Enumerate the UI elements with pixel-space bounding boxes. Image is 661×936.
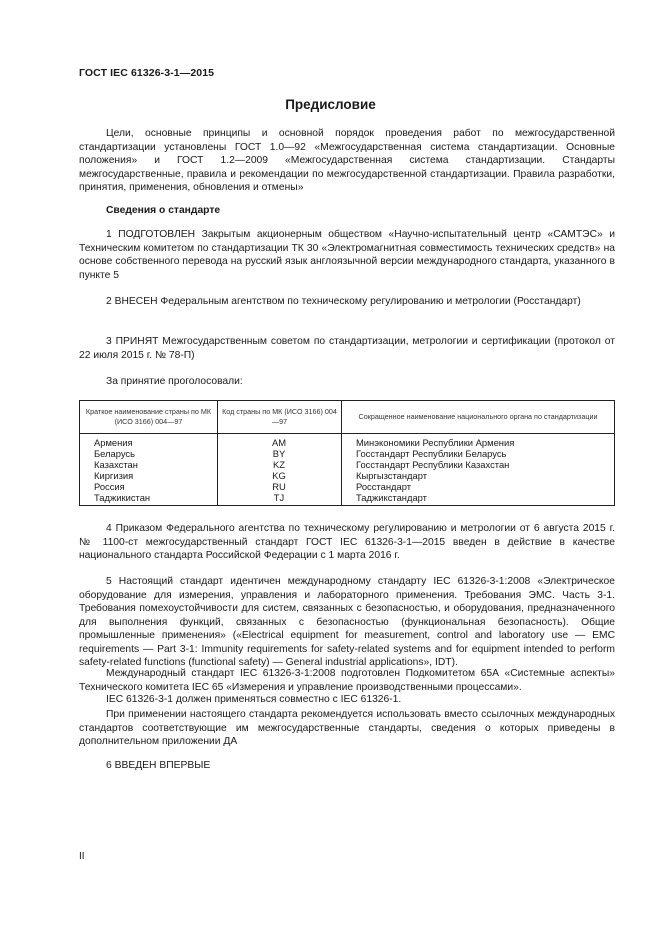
table-cell-country: Россия: [94, 481, 125, 492]
table-cell-country: Киргизия: [94, 470, 134, 481]
table-cell-country: Таджикистан: [94, 492, 151, 503]
item-6-paragraph: 6 ВВЕДЕН ВПЕРВЫЕ: [106, 760, 211, 771]
table-cell-code: KG: [272, 470, 286, 481]
table-body: [80, 437, 614, 503]
standard-header: ГОСТ IEC 61326-3-1—2015: [79, 67, 215, 79]
item-2-paragraph: 2 ВНЕСЕН Федеральным агентством по техническому регулированию и метрологии (Росстандарт): [106, 296, 581, 307]
voting-countries-table: [79, 400, 615, 506]
item-4-paragraph: 4 Приказом Федерального агентства по техническому регулированию и метрологии от 6 августа 2015 г. № 1100-ст межгосударственный стандарт ГОСТ IEC 61326-3-1—2015 введен в действие в качестве национального стандарта Российской Федерации с 1 марта 2016 г.: [79, 523, 615, 561]
item-1-paragraph: 1 ПОДГОТОВЛЕН Закрытым акционерным обществом «Научно-испытательный центр «САМТЭС» и Техническим комитетом по стандартизации ТК 30 «Электромагнитная совместимость технических средств» на основе собственного перевода на русский язык англоязычной версии международного стандарта, указанного в пункте 5: [79, 229, 615, 281]
table-header-body: Сокращенное наименование национального органа по стандартизации: [358, 412, 598, 421]
item-5-paragraph: 5 Настоящий стандарт идентичен международному стандарту IEC 61326-3-1:2008 «Электрическое оборудование для измерения, управления и лабораторного применения. Требования ЭМС. Часть 3-1. Требования помехоустойчивости для систем, связанных с безопасностью, и оборудования, предназначенного для выполнения функций, связанных с безопасностью (функциональная безопасность). Общие промышленные применения» («Electrical equipment for measurement, control and laboratory use — EMC requirements — Part 3-1: Immunity requirements for safety-related systems and for equipment intended to perform safety-related functions (functional safety) — General industrial applications», IDT).: [79, 576, 615, 668]
table-cell-body: Госстандарт Республики Казахстан: [356, 459, 510, 470]
table-header-row: [80, 401, 614, 434]
intro-paragraph: Цели, основные принципы и основной порядок проведения работ по межгосударственной стандартизации установлены ГОСТ 1.0—92 «Межгосударственная система стандартизации. Основные положения» и ГОСТ 1.2—2009 «Межгосударственная система стандартизации. Стандарты межгосударственные, правила и рекомендации по межгосударственной стандартизации. Правила разработки, принятия, применения, обновления и отмены»: [79, 128, 615, 193]
item-5-prepared-paragraph: Международный стандарт IEC 61326-3-1:2008 подготовлен Подкомитетом 65А «Системные аспекты» Технического комитета IEC 65 «Измерения и управление производственными процессами».: [79, 668, 615, 693]
table-row: [80, 481, 614, 492]
table-cell-code: AM: [271, 437, 287, 448]
item-5-joint-use-paragraph: IEC 61326-3-1 должен применяться совместно с IEC 61326-1.: [106, 694, 402, 705]
table-cell-code: RU: [272, 481, 286, 492]
table-cell-country: Казахстан: [94, 459, 138, 470]
table-row: [80, 492, 614, 503]
table-cell-country: Беларусь: [94, 448, 136, 459]
table-cell-body: Кыргызстандарт: [356, 470, 428, 481]
table-cell-body: Таджикстандарт: [356, 492, 427, 503]
table-cell-body: Росстандарт: [356, 481, 411, 492]
table-header-code: Код страны по МК (ИСО 3166) 004—97: [218, 401, 342, 433]
table-cell-body: Госстандарт Республики Беларусь: [356, 448, 507, 459]
table-cell-code: TJ: [273, 492, 285, 503]
table-cell-body: Минэкономики Республики Армения: [356, 437, 515, 448]
table-cell-code: BY: [272, 448, 286, 459]
table-cell-country: Армения: [94, 437, 133, 448]
preface-title: Предисловие: [285, 97, 376, 112]
item-3-paragraph: 3 ПРИНЯТ Межгосударственным советом по стандартизации, метрологии и сертификации (протокол от 22 июля 2015 г. № 78-П): [79, 336, 615, 361]
voted-label: За принятие проголосовали:: [106, 376, 243, 387]
table-header-country: Краткое наименование страны по МК (ИСО 3166) 004—97: [80, 401, 218, 433]
table-row: [80, 448, 614, 459]
table-cell-code: KZ: [273, 459, 285, 470]
about-standard-heading: Сведения о стандарте: [106, 205, 221, 216]
page-number: II: [79, 851, 85, 862]
table-row: [80, 459, 614, 470]
item-5-references-paragraph: При применении настоящего стандарта рекомендуется использовать вместо ссылочных международных стандартов соответствующие им межгосударственные стандарты, сведения о которых приведены в дополнительном приложении ДА: [79, 709, 615, 747]
table-row: [80, 437, 614, 448]
table-row: [80, 470, 614, 481]
